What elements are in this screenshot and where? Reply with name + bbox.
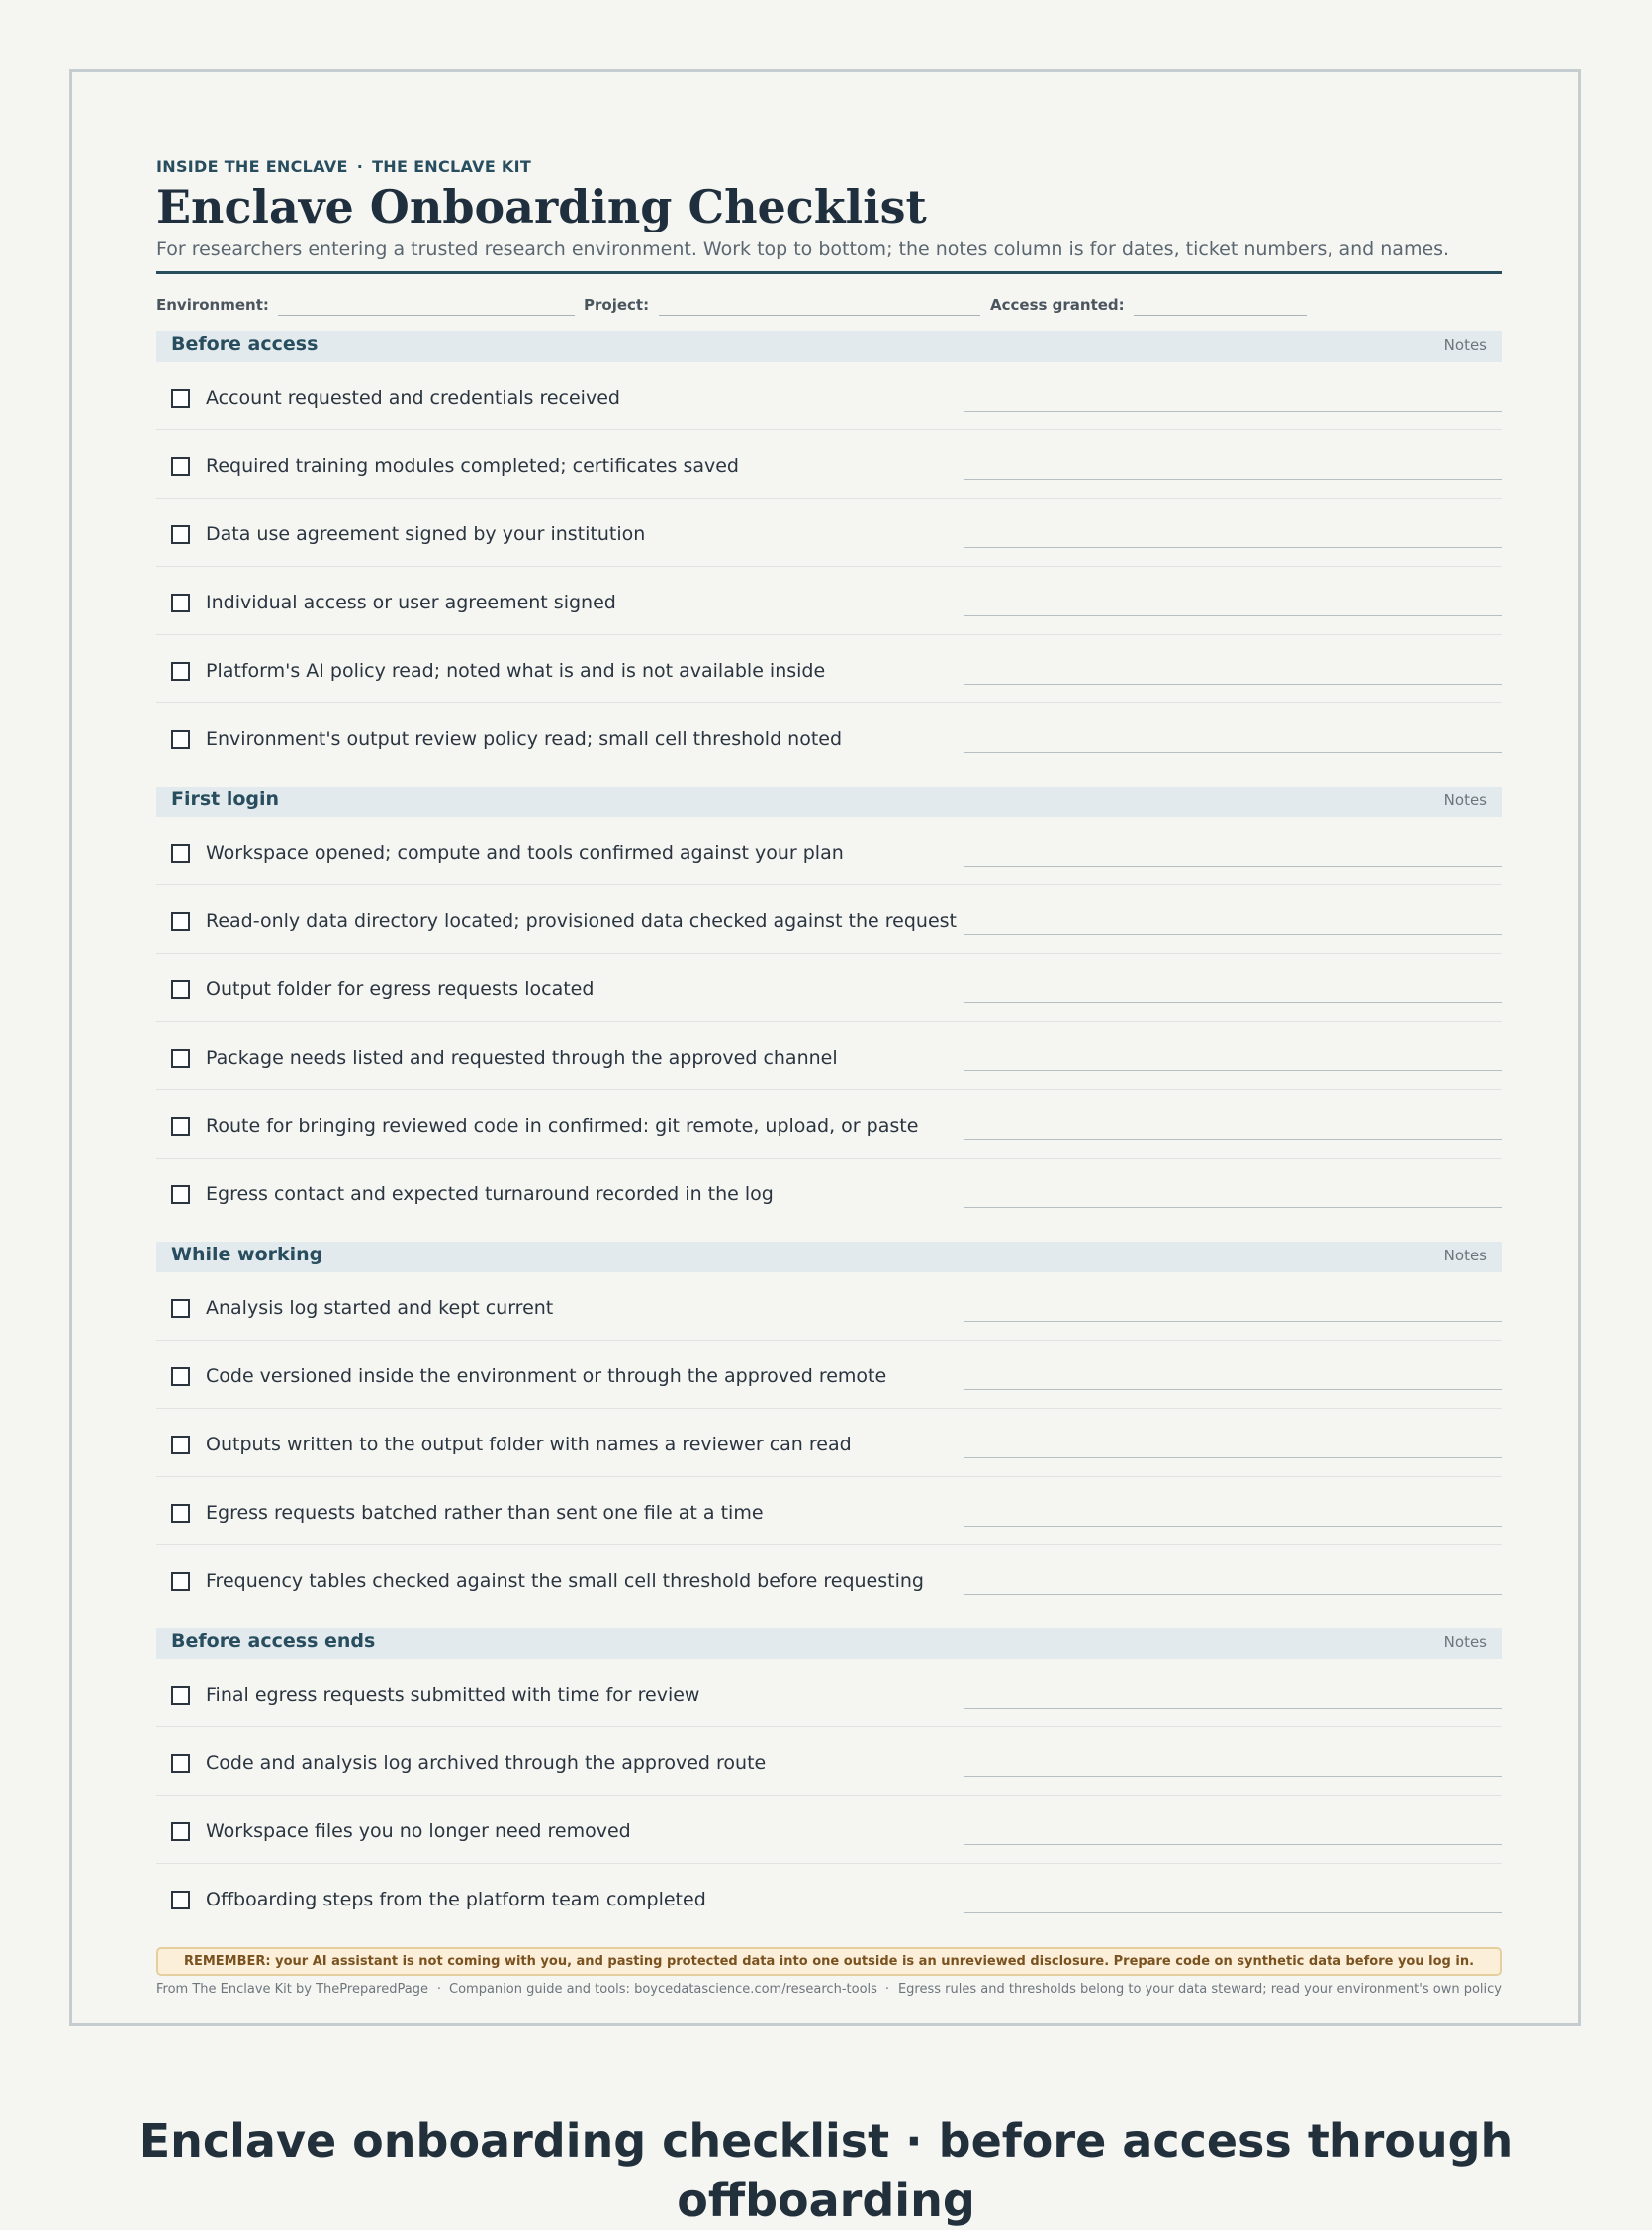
- header-rule: [156, 271, 1502, 274]
- checkbox-icon[interactable]: [171, 980, 190, 999]
- checkbox-icon[interactable]: [171, 912, 190, 931]
- notes-field[interactable]: [964, 1389, 1502, 1390]
- checklist-item: [156, 885, 1502, 954]
- project-label: Project:: [584, 296, 650, 314]
- checklist-item-label: Egress requests batched rather than sent one file at a time: [206, 1502, 764, 1524]
- checklist-item: [156, 1090, 1502, 1159]
- checklist-item: [156, 1545, 1502, 1613]
- notes-field[interactable]: [964, 1139, 1502, 1140]
- image-caption: Enclave onboarding checklist · before access through offboarding: [138, 2114, 1514, 2227]
- project-field[interactable]: [659, 315, 980, 316]
- notes-field[interactable]: [964, 866, 1502, 867]
- kicker-left: INSIDE THE ENCLAVE: [156, 157, 348, 176]
- notes-field[interactable]: [964, 934, 1502, 935]
- checkbox-icon[interactable]: [171, 457, 190, 476]
- notes-field[interactable]: [964, 1070, 1502, 1071]
- checklist-item-label: Offboarding steps from the platform team completed: [206, 1889, 706, 1910]
- checkbox-icon[interactable]: [171, 1572, 190, 1591]
- checklist-item-label: Account requested and credentials received: [206, 387, 620, 409]
- checklist-item-label: Outputs written to the output folder with names a reviewer can read: [206, 1434, 852, 1455]
- checklist-item: [156, 703, 1502, 771]
- checkbox-icon[interactable]: [171, 844, 190, 863]
- section-header: [156, 1242, 1502, 1272]
- checklist-item-label: Egress contact and expected turnaround recorded in the log: [206, 1183, 774, 1205]
- meta-fields: [156, 296, 1502, 331]
- checklist-item-label: Data use agreement signed by your institution: [206, 523, 646, 545]
- checklist-content: [156, 156, 1502, 1998]
- footer-middle-wrap: [429, 1981, 897, 1998]
- checklist-item: [156, 1022, 1502, 1090]
- checkbox-icon[interactable]: [171, 1367, 190, 1386]
- checkbox-icon[interactable]: [171, 1686, 190, 1705]
- checklist-item: [156, 1864, 1502, 1931]
- notes-column-label: Notes: [1443, 336, 1487, 354]
- reminder-banner: REMEMBER: your AI assistant is not coming with you, and pasting protected data into one outside is an unreviewed disclosure. Prepare code on synthetic data before you log in.: [156, 1947, 1502, 1976]
- checklist-item: [156, 1272, 1502, 1341]
- section-items: [156, 362, 1502, 771]
- notes-column-label: Notes: [1443, 791, 1487, 809]
- notes-field[interactable]: [964, 1594, 1502, 1595]
- notes-field[interactable]: [964, 1321, 1502, 1322]
- checklist-item: [156, 1659, 1502, 1727]
- checklist-item-label: Read-only data directory located; provisioned data checked against the request: [206, 910, 957, 932]
- checklist-item-label: Code and analysis log archived through the approved route: [206, 1752, 767, 1774]
- kicker: [156, 156, 1502, 178]
- checkbox-icon[interactable]: [171, 525, 190, 544]
- checklist-item-label: Required training modules completed; certificates saved: [206, 455, 739, 477]
- checklist-item: [156, 1409, 1502, 1477]
- checkbox-icon[interactable]: [171, 1299, 190, 1318]
- section-header: [156, 1628, 1502, 1659]
- checklist-item-label: Workspace files you no longer need removed: [206, 1820, 631, 1842]
- kicker-separator: ·: [356, 157, 364, 176]
- access-granted-field[interactable]: [1134, 315, 1307, 316]
- checkbox-icon[interactable]: [171, 1754, 190, 1773]
- checklist-item: [156, 1477, 1502, 1545]
- checklist-item: [156, 499, 1502, 567]
- checklist-item: [156, 567, 1502, 635]
- access-granted-label: Access granted:: [990, 296, 1125, 314]
- checkbox-icon[interactable]: [171, 1185, 190, 1204]
- section-title: While working: [171, 1244, 323, 1265]
- checkbox-icon[interactable]: [171, 1504, 190, 1523]
- page-title: Enclave Onboarding Checklist: [156, 180, 927, 233]
- notes-field[interactable]: [964, 1912, 1502, 1913]
- page-subtitle: For researchers entering a trusted research environment. Work top to bottom; the notes column is for dates, ticket numbers, and names.: [156, 238, 1450, 260]
- checkbox-icon[interactable]: [171, 1117, 190, 1136]
- checkbox-icon[interactable]: [171, 1891, 190, 1909]
- notes-column-label: Notes: [1443, 1247, 1487, 1264]
- checklist-item: [156, 1727, 1502, 1796]
- notes-field[interactable]: [964, 1207, 1502, 1208]
- checklist-item: [156, 430, 1502, 499]
- checklist-item: [156, 362, 1502, 430]
- section-header: [156, 331, 1502, 362]
- checklist-item: [156, 1796, 1502, 1864]
- checklist-item-label: Route for bringing reviewed code in confirmed: git remote, upload, or paste: [206, 1115, 919, 1137]
- notes-field[interactable]: [964, 1002, 1502, 1003]
- checkbox-icon[interactable]: [171, 389, 190, 408]
- footer-separator: ·: [884, 1982, 890, 1997]
- notes-field[interactable]: [964, 1708, 1502, 1709]
- kicker-right: THE ENCLAVE KIT: [372, 157, 532, 176]
- checkbox-icon[interactable]: [171, 594, 190, 612]
- notes-field[interactable]: [964, 684, 1502, 685]
- checkbox-icon[interactable]: [171, 730, 190, 749]
- footer-middle: Companion guide and tools: boycedatascience.com/research-tools: [449, 1982, 877, 1997]
- section-items: [156, 1272, 1502, 1613]
- footer-left: From The Enclave Kit by ThePreparedPage: [156, 1982, 428, 1997]
- environment-field[interactable]: [278, 315, 575, 316]
- notes-column-label: Notes: [1443, 1633, 1487, 1651]
- checklist-sheet: [69, 69, 1581, 2026]
- notes-field[interactable]: [964, 1776, 1502, 1777]
- notes-field[interactable]: [964, 1457, 1502, 1458]
- footer: [156, 1981, 1502, 1998]
- checkbox-icon[interactable]: [171, 662, 190, 681]
- checklist-item: [156, 1341, 1502, 1409]
- notes-field[interactable]: [964, 411, 1502, 412]
- section-title: Before access ends: [171, 1630, 376, 1652]
- section-header: [156, 787, 1502, 817]
- checklist-item-label: Code versioned inside the environment or through the approved remote: [206, 1365, 887, 1387]
- notes-field[interactable]: [964, 752, 1502, 753]
- checklist-item-label: Output folder for egress requests located: [206, 978, 595, 1000]
- checklist-item-label: Frequency tables checked against the small cell threshold before requesting: [206, 1570, 924, 1592]
- checklist-item-label: Environment's output review policy read; small cell threshold noted: [206, 728, 843, 750]
- checkbox-icon[interactable]: [171, 1049, 190, 1068]
- checklist-item-label: Workspace opened; compute and tools confirmed against your plan: [206, 842, 844, 864]
- section-title: First login: [171, 789, 280, 810]
- notes-field[interactable]: [964, 1844, 1502, 1845]
- notes-field[interactable]: [964, 615, 1502, 616]
- footer-separator: ·: [436, 1982, 441, 1997]
- checklist-item-label: Final egress requests submitted with time for review: [206, 1684, 700, 1706]
- checklist-item-label: Platform's AI policy read; noted what is and is not available inside: [206, 660, 826, 682]
- environment-label: Environment:: [156, 296, 269, 314]
- notes-field[interactable]: [964, 547, 1502, 548]
- checklist-item: [156, 635, 1502, 703]
- section-items: [156, 817, 1502, 1226]
- notes-field[interactable]: [964, 479, 1502, 480]
- notes-field[interactable]: [964, 1526, 1502, 1527]
- section-title: Before access: [171, 333, 319, 355]
- checklist-item: [156, 817, 1502, 885]
- checklist-item-label: Analysis log started and kept current: [206, 1297, 554, 1319]
- checklist-item: [156, 954, 1502, 1022]
- checkbox-icon[interactable]: [171, 1436, 190, 1454]
- checklist-item-label: Package needs listed and requested through the approved channel: [206, 1047, 838, 1069]
- footer-right: Egress rules and thresholds belong to your data steward; read your environment's own policy: [897, 1982, 1502, 1997]
- section-items: [156, 1659, 1502, 1931]
- checklist-item: [156, 1159, 1502, 1226]
- checkbox-icon[interactable]: [171, 1822, 190, 1841]
- checklist-item-label: Individual access or user agreement signed: [206, 592, 616, 613]
- checklist-sections: [156, 331, 1502, 1931]
